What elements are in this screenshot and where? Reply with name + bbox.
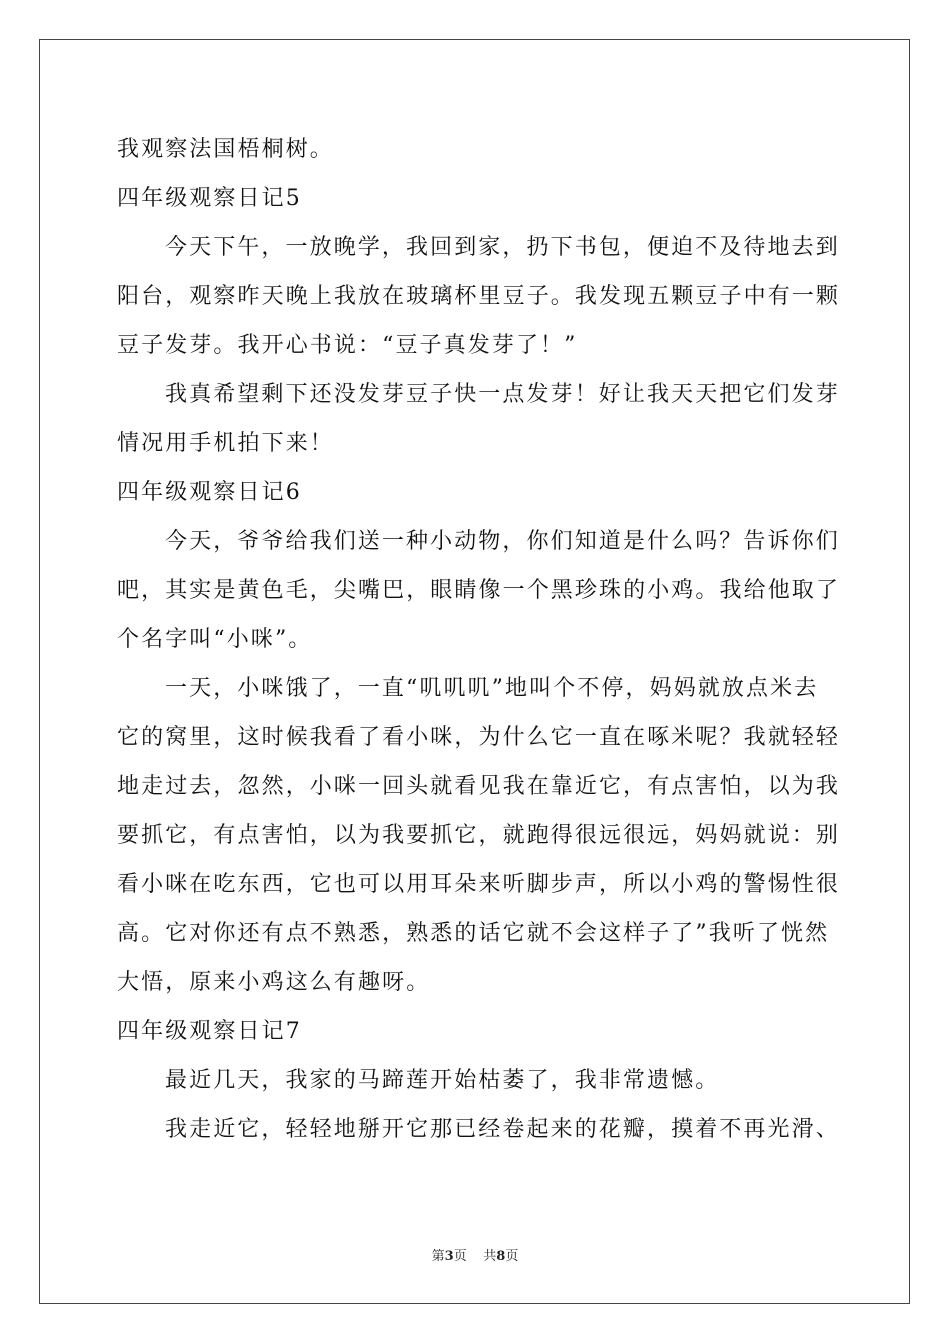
text-line: 看小咪在吃东西，它也可以用耳朵来听脚步声，所以小鸡的警惕性很 [117, 872, 841, 897]
text-line: 阳台，观察昨天晚上我放在玻璃杯里豆子。我发现五颗豆子中有一颗 [117, 284, 841, 309]
section-heading: 四年级观察日记5 [117, 186, 302, 211]
page-suffix: 页 [453, 1249, 467, 1264]
text-line: 最近几天，我家的马蹄莲开始枯萎了，我非常遗憾。 [165, 1068, 720, 1093]
text-line: 它的窝里，这时候我看了看小咪，为什么它一直在啄米呢？我就轻轻 [117, 725, 841, 750]
page-number: 3 [444, 1249, 454, 1264]
text-line: 情况用手机拍下来！ [117, 431, 334, 456]
total-prefix: 共 [483, 1249, 497, 1264]
page-footer [0, 1245, 950, 1264]
text-line: 要抓它，有点害怕，以为我要抓它，就跑得很远很远，妈妈就说：别 [117, 823, 841, 848]
text-line: 我走近它，轻轻地掰开它那已经卷起来的花瓣，摸着不再光滑、 [165, 1117, 840, 1142]
document-body [117, 125, 841, 1154]
text-line: 地走过去，忽然，小咪一回头就看见我在靠近它，有点害怕，以为我 [117, 774, 841, 799]
text-line: 我真希望剩下还没发芽豆子快一点发芽！好让我天天把它们发芽 [165, 382, 840, 407]
section-heading: 四年级观察日记7 [117, 1019, 302, 1044]
text-line: 大悟，原来小鸡这么有趣呀。 [117, 970, 431, 995]
text-line: 我观察法国梧桐树。 [117, 137, 334, 162]
section-heading: 四年级观察日记6 [117, 480, 302, 505]
total-pages: 8 [496, 1249, 506, 1264]
text-line: 吧，其实是黄色毛，尖嘴巴，眼睛像一个黑珍珠的小鸡。我给他取了 [117, 578, 841, 603]
text-line: 高。它对你还有点不熟悉，熟悉的话它就不会这样子了”我听了恍然 [117, 921, 830, 946]
text-line: 豆子发芽。我开心书说：“豆子真发芽了！” [117, 333, 578, 358]
page-prefix: 第 [431, 1249, 445, 1264]
text-line: 一天，小咪饿了，一直“叽叽叽”地叫个不停，妈妈就放点米去 [165, 676, 819, 701]
text-line: 今天下午，一放晚学，我回到家，扔下书包，便迫不及待地去到 [165, 235, 840, 260]
text-line: 个名字叫“小咪”。 [117, 627, 313, 652]
text-line: 今天，爷爷给我们送一种小动物，你们知道是什么吗？告诉你们 [165, 529, 840, 554]
total-suffix: 页 [505, 1249, 519, 1264]
